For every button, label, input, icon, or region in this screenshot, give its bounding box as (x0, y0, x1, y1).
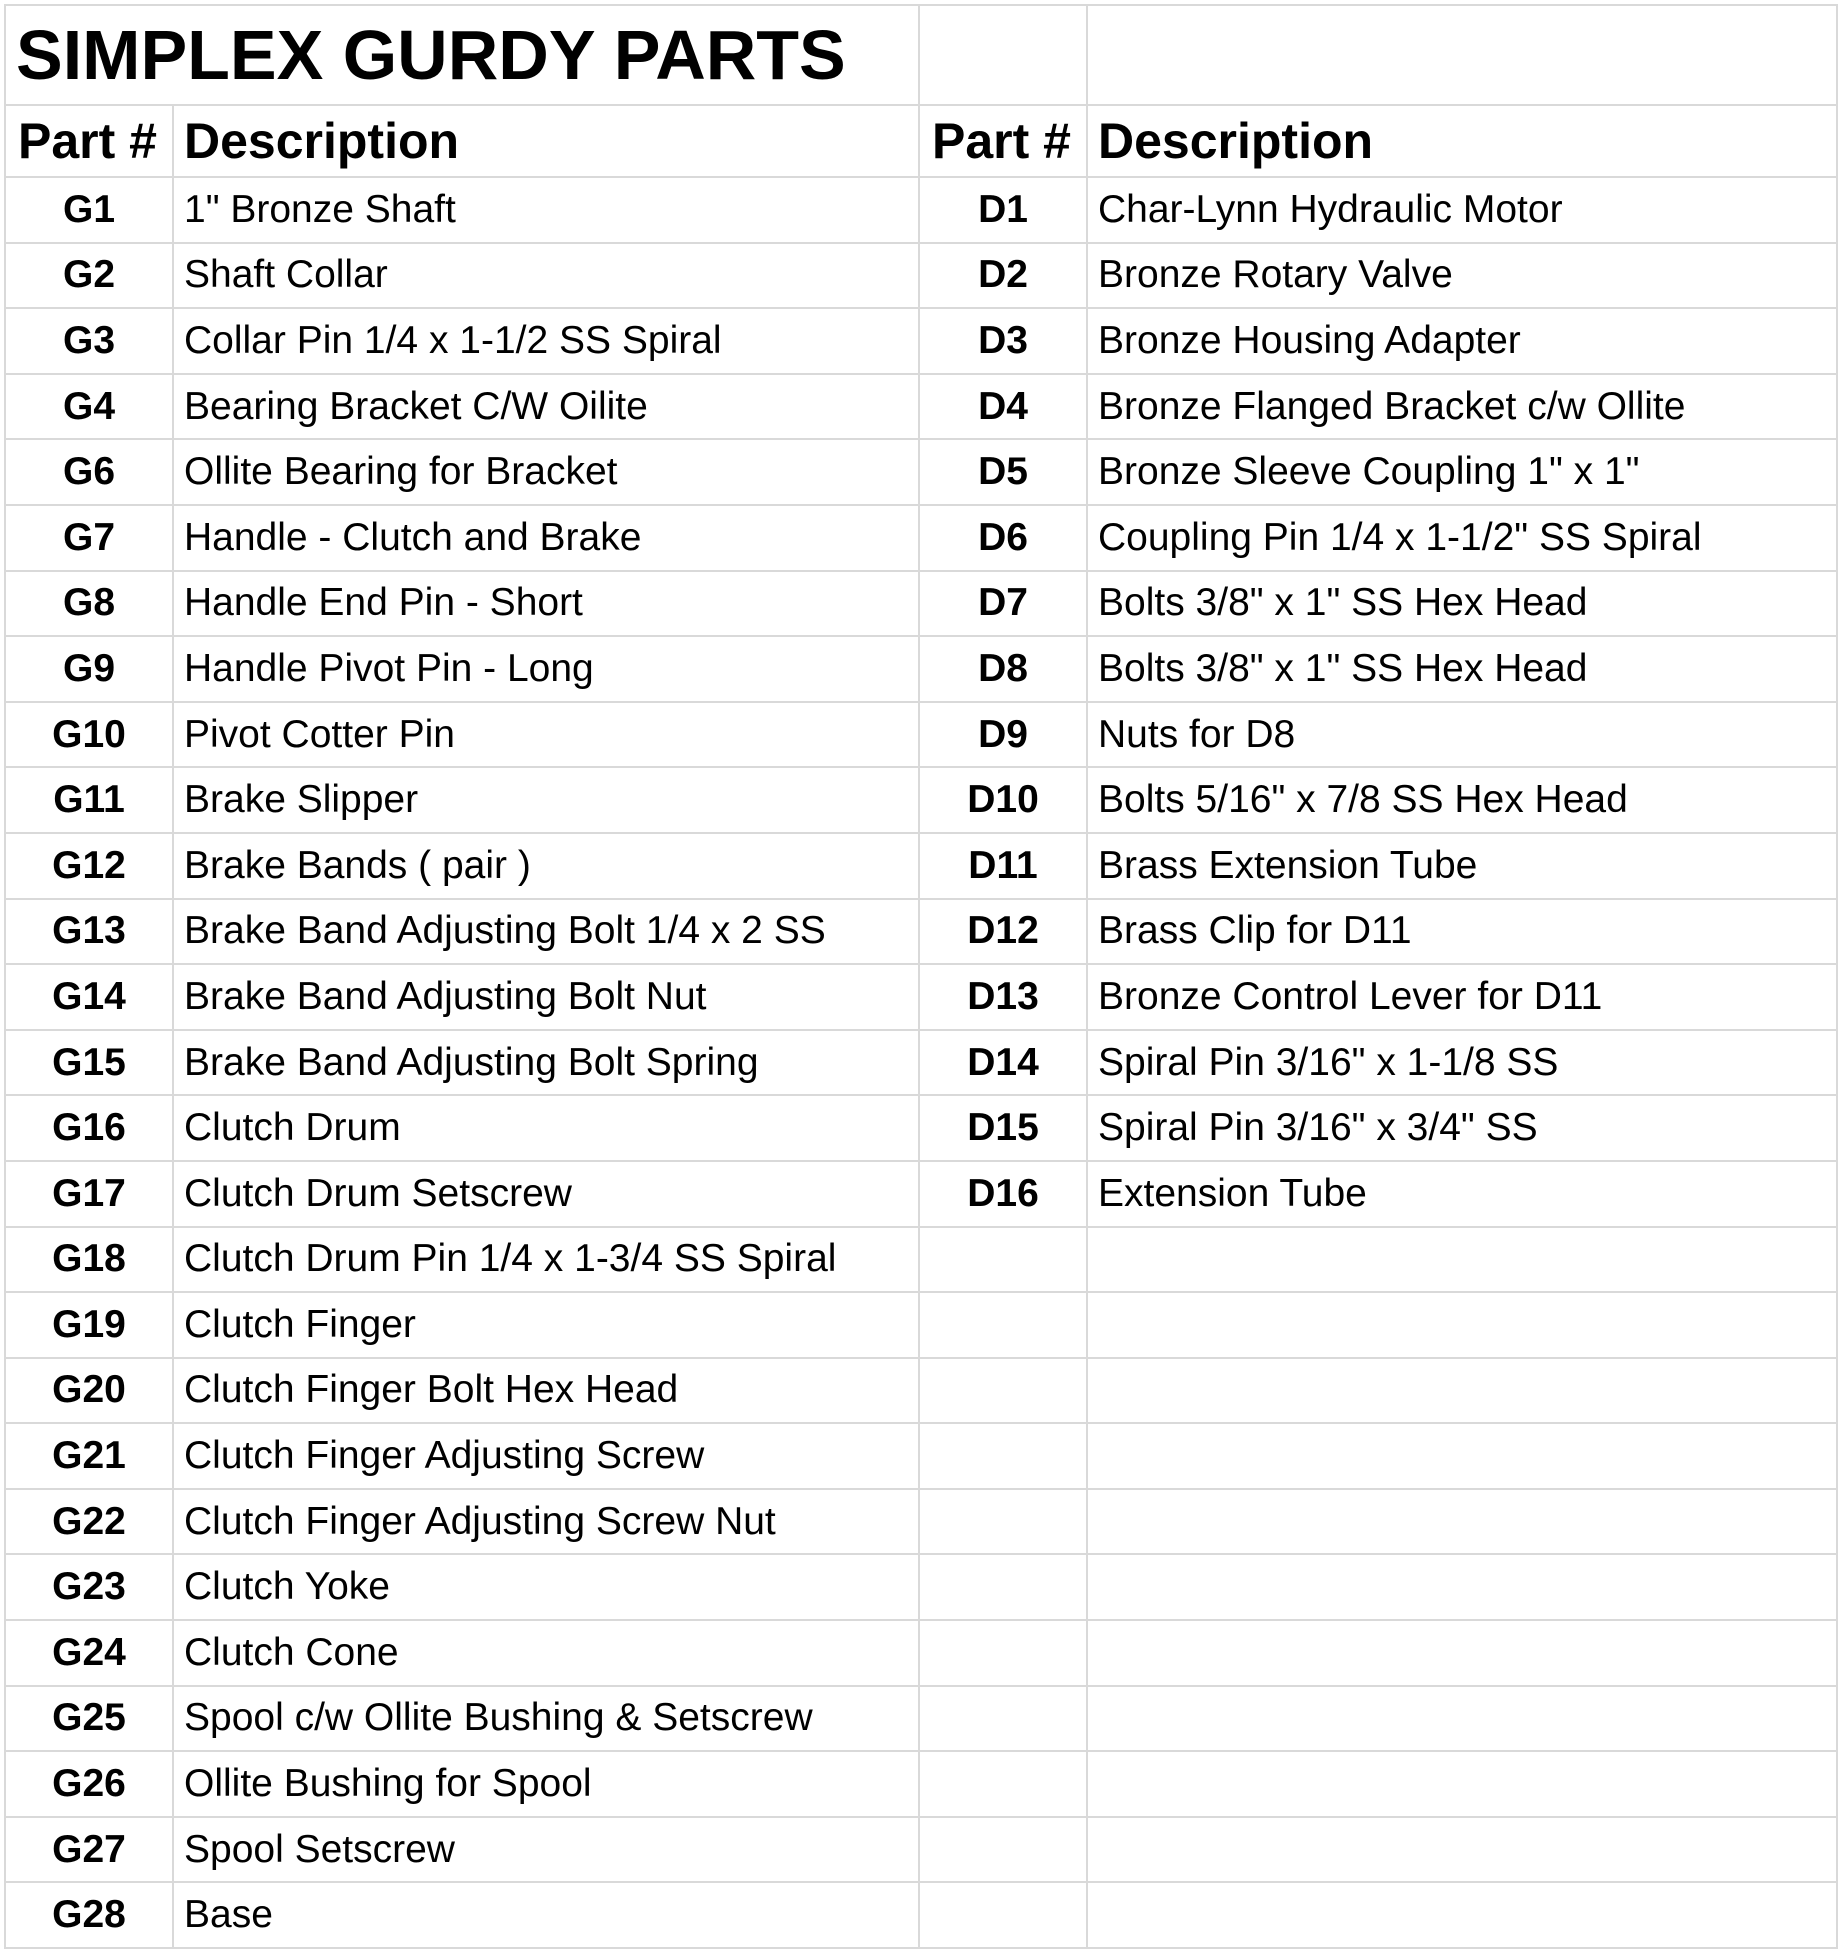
d-part-description: Bolts 3/8" x 1" SS Hex Head (1087, 636, 1837, 702)
g-part-number: G24 (5, 1620, 173, 1686)
d-part-number: D1 (919, 177, 1087, 243)
g-part-description: Clutch Finger (173, 1292, 919, 1358)
g-part-description: Collar Pin 1/4 x 1-1/2 SS Spiral (173, 308, 919, 374)
table-row (5, 1095, 1837, 1161)
d-part-number: D5 (919, 439, 1087, 505)
d-part-number: D2 (919, 243, 1087, 309)
table-row (5, 439, 1837, 505)
d-part-number (919, 1227, 1087, 1293)
table-row (5, 702, 1837, 768)
d-part-description: Bolts 5/16" x 7/8 SS Hex Head (1087, 767, 1837, 833)
g-part-number: G17 (5, 1161, 173, 1227)
table-row (5, 243, 1837, 309)
g-part-description: Handle End Pin - Short (173, 571, 919, 637)
g-part-number: G4 (5, 374, 173, 440)
g-part-number: G22 (5, 1489, 173, 1555)
g-part-description: Clutch Drum Setscrew (173, 1161, 919, 1227)
table-row (5, 1817, 1837, 1883)
g-part-description: Base (173, 1882, 919, 1948)
g-part-number: G9 (5, 636, 173, 702)
g-part-description: Spool c/w Ollite Bushing & Setscrew (173, 1686, 919, 1752)
table-row (5, 374, 1837, 440)
table-row (5, 1751, 1837, 1817)
table-row (5, 308, 1837, 374)
g-part-description: Clutch Cone (173, 1620, 919, 1686)
g-part-number: G18 (5, 1227, 173, 1293)
d-part-description (1087, 1292, 1837, 1358)
g-part-description: 1" Bronze Shaft (173, 177, 919, 243)
g-part-description: Clutch Yoke (173, 1554, 919, 1620)
d-part-number (919, 1817, 1087, 1883)
g-part-description: Clutch Drum Pin 1/4 x 1-3/4 SS Spiral (173, 1227, 919, 1293)
table-row (5, 1554, 1837, 1620)
table-row (5, 833, 1837, 899)
d-part-description: Bronze Control Lever for D11 (1087, 964, 1837, 1030)
d-part-description (1087, 1423, 1837, 1489)
g-part-description: Shaft Collar (173, 243, 919, 309)
parts-table (4, 4, 1838, 1949)
g-part-description: Bearing Bracket C/W Oilite (173, 374, 919, 440)
d-part-description: Nuts for D8 (1087, 702, 1837, 768)
g-part-number: G20 (5, 1358, 173, 1424)
d-part-number: D10 (919, 767, 1087, 833)
header-row (5, 105, 1837, 177)
page-title: SIMPLEX GURDY PARTS (5, 5, 919, 105)
table-row (5, 767, 1837, 833)
d-part-number (919, 1489, 1087, 1555)
table-row (5, 177, 1837, 243)
g-part-number: G14 (5, 964, 173, 1030)
g-part-description: Handle - Clutch and Brake (173, 505, 919, 571)
d-part-description: Bronze Flanged Bracket c/w Ollite (1087, 374, 1837, 440)
table-row (5, 1227, 1837, 1293)
d-part-number: D8 (919, 636, 1087, 702)
title-row (5, 5, 1837, 105)
d-part-description (1087, 1358, 1837, 1424)
header-part-left: Part # (5, 105, 173, 177)
g-part-description: Clutch Drum (173, 1095, 919, 1161)
d-part-number: D13 (919, 964, 1087, 1030)
d-part-description (1087, 1620, 1837, 1686)
g-part-number: G2 (5, 243, 173, 309)
g-part-description: Spool Setscrew (173, 1817, 919, 1883)
g-part-number: G19 (5, 1292, 173, 1358)
table-row (5, 1030, 1837, 1096)
g-part-description: Ollite Bushing for Spool (173, 1751, 919, 1817)
d-part-number (919, 1620, 1087, 1686)
d-part-description: Brass Clip for D11 (1087, 899, 1837, 965)
g-part-number: G11 (5, 767, 173, 833)
table-row (5, 1686, 1837, 1752)
table-row (5, 1358, 1837, 1424)
g-part-description: Clutch Finger Bolt Hex Head (173, 1358, 919, 1424)
table-row (5, 1882, 1837, 1948)
g-part-number: G26 (5, 1751, 173, 1817)
g-part-number: G23 (5, 1554, 173, 1620)
d-part-description (1087, 1817, 1837, 1883)
g-part-description: Brake Slipper (173, 767, 919, 833)
d-part-number: D16 (919, 1161, 1087, 1227)
g-part-description: Brake Bands ( pair ) (173, 833, 919, 899)
d-part-number (919, 1686, 1087, 1752)
d-part-description (1087, 1554, 1837, 1620)
g-part-number: G6 (5, 439, 173, 505)
d-part-description: Coupling Pin 1/4 x 1-1/2" SS Spiral (1087, 505, 1837, 571)
d-part-number: D3 (919, 308, 1087, 374)
g-part-number: G25 (5, 1686, 173, 1752)
g-part-number: G27 (5, 1817, 173, 1883)
g-part-number: G13 (5, 899, 173, 965)
d-part-description (1087, 1686, 1837, 1752)
empty-cell (919, 5, 1087, 105)
d-part-number: D11 (919, 833, 1087, 899)
g-part-description: Ollite Bearing for Bracket (173, 439, 919, 505)
g-part-number: G16 (5, 1095, 173, 1161)
d-part-number: D12 (919, 899, 1087, 965)
empty-cell (1087, 5, 1837, 105)
table-row (5, 964, 1837, 1030)
d-part-description (1087, 1489, 1837, 1555)
g-part-description: Brake Band Adjusting Bolt Spring (173, 1030, 919, 1096)
g-part-number: G28 (5, 1882, 173, 1948)
d-part-description: Spiral Pin 3/16" x 1-1/8 SS (1087, 1030, 1837, 1096)
table-row (5, 1620, 1837, 1686)
d-part-number: D14 (919, 1030, 1087, 1096)
d-part-description: Bronze Rotary Valve (1087, 243, 1837, 309)
g-part-number: G3 (5, 308, 173, 374)
table-row (5, 1423, 1837, 1489)
d-part-number: D7 (919, 571, 1087, 637)
d-part-number (919, 1423, 1087, 1489)
table-row (5, 636, 1837, 702)
g-part-number: G15 (5, 1030, 173, 1096)
g-part-description: Pivot Cotter Pin (173, 702, 919, 768)
g-part-number: G21 (5, 1423, 173, 1489)
g-part-number: G10 (5, 702, 173, 768)
g-part-description: Handle Pivot Pin - Long (173, 636, 919, 702)
g-part-description: Brake Band Adjusting Bolt Nut (173, 964, 919, 1030)
d-part-description: Brass Extension Tube (1087, 833, 1837, 899)
header-description-right: Description (1087, 105, 1837, 177)
table-row (5, 571, 1837, 637)
d-part-number (919, 1358, 1087, 1424)
d-part-number (919, 1751, 1087, 1817)
d-part-number: D4 (919, 374, 1087, 440)
d-part-number (919, 1292, 1087, 1358)
d-part-description (1087, 1882, 1837, 1948)
g-part-description: Clutch Finger Adjusting Screw (173, 1423, 919, 1489)
d-part-number (919, 1554, 1087, 1620)
d-part-description (1087, 1227, 1837, 1293)
g-part-number: G1 (5, 177, 173, 243)
d-part-number: D9 (919, 702, 1087, 768)
d-part-number: D6 (919, 505, 1087, 571)
header-part-right: Part # (919, 105, 1087, 177)
d-part-description (1087, 1751, 1837, 1817)
d-part-description: Bronze Sleeve Coupling 1" x 1" (1087, 439, 1837, 505)
table-row (5, 1292, 1837, 1358)
d-part-description: Spiral Pin 3/16" x 3/4" SS (1087, 1095, 1837, 1161)
table-row (5, 1489, 1837, 1555)
g-part-number: G8 (5, 571, 173, 637)
table-row (5, 899, 1837, 965)
table-row (5, 1161, 1837, 1227)
g-part-description: Brake Band Adjusting Bolt 1/4 x 2 SS (173, 899, 919, 965)
d-part-description: Bolts 3/8" x 1" SS Hex Head (1087, 571, 1837, 637)
d-part-number: D15 (919, 1095, 1087, 1161)
d-part-description: Bronze Housing Adapter (1087, 308, 1837, 374)
header-description-left: Description (173, 105, 919, 177)
d-part-number (919, 1882, 1087, 1948)
d-part-description: Extension Tube (1087, 1161, 1837, 1227)
g-part-number: G7 (5, 505, 173, 571)
g-part-description: Clutch Finger Adjusting Screw Nut (173, 1489, 919, 1555)
d-part-description: Char-Lynn Hydraulic Motor (1087, 177, 1837, 243)
table-row (5, 505, 1837, 571)
g-part-number: G12 (5, 833, 173, 899)
